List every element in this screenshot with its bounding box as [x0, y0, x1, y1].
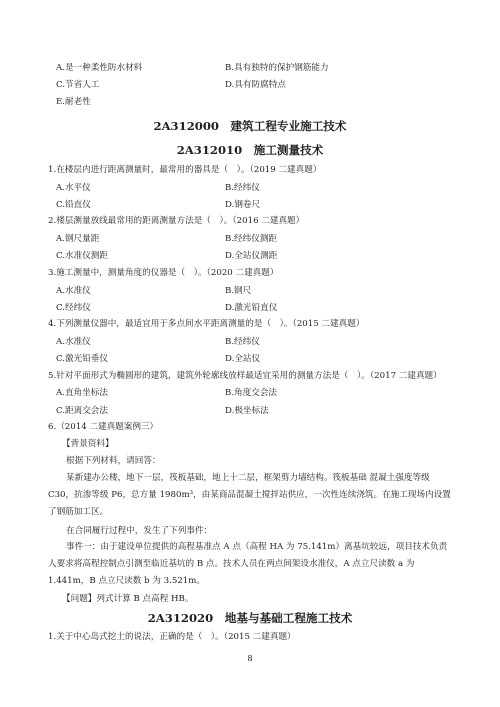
option-row [56, 302, 456, 314]
subsection-title: 2A312010 施工测量技术 [176, 143, 324, 157]
option-c: C.经纬仪 [56, 303, 91, 313]
case-question: 【问题】列式计算 B 点高程 HB。 [62, 594, 194, 604]
intro-text: 根据下列材料，请回答： [66, 456, 161, 466]
option-row [56, 199, 456, 211]
option-d: D.全站仪测距 [225, 251, 278, 261]
option-a: A.直角坐标法 [56, 388, 108, 398]
option-row [56, 405, 456, 417]
option-c: C.激光铅垂仪 [56, 354, 108, 364]
option-row [56, 79, 456, 91]
option-a: A.钢尺量距 [56, 234, 100, 244]
option-row [56, 62, 456, 74]
page-number: 8 [247, 654, 253, 663]
case-paragraph: 在合同履行过程中，发生了下列事件： [66, 526, 213, 536]
option-d: D.具有防腐特点 [225, 80, 286, 90]
option-c: C.水准仪测距 [56, 251, 108, 261]
option-a: A.水准仪 [56, 337, 91, 347]
option-b: B.角度交会法 [225, 388, 278, 398]
question-stem: 4.下列测量仪器中，最适宜用于多点间水平距离测量的是（ ）。（2015 二建真题） [48, 319, 365, 329]
question-stem: 5.针对平面形式为椭圆形的建筑，建筑外轮廓线放样最适宜采用的测量方法是（ ）。（2017 二建真题） [48, 371, 442, 381]
option-d: D.激光铅直仪 [225, 303, 278, 313]
option-row [56, 387, 456, 399]
option-d: D.极坐标法 [225, 406, 269, 416]
question-stem: 3.施工测量中，测量角度的仪器是（ ）。（2020 二建真题） [48, 268, 279, 278]
option-d: D.全站仪 [225, 354, 261, 364]
question-stem: 1.在楼层内进行距离测量时，最常用的器具是（ ）。（2019 二建真题） [48, 165, 322, 175]
option-a: A.水准仪 [56, 286, 91, 296]
option-a: A.水平仪 [56, 183, 91, 193]
option-b: B.经纬仪 [225, 337, 260, 347]
option-d: D.钢卷尺 [225, 200, 261, 210]
option-b: B.经纬仪 [225, 183, 260, 193]
option-row [56, 182, 456, 194]
option-b: B.经纬仪测距 [225, 234, 278, 244]
section-title: 2A312000 建筑工程专业施工技术 [153, 119, 347, 133]
option-a: A.是一种柔性防水材料 [56, 63, 143, 73]
question-stem: 2.楼层测量放线最常用的距离测量方法是（ ）。（2016 二建真题） [48, 216, 305, 226]
option-c: C.节省人工 [56, 80, 100, 90]
option-row [56, 285, 456, 297]
background-label: 【背景资料】 [62, 439, 114, 449]
option-row [56, 353, 456, 365]
option-row [56, 233, 456, 245]
option-e: E.耐老性 [56, 97, 91, 107]
option-row [56, 96, 456, 108]
option-row [56, 336, 456, 348]
subsection-title: 2A312020 地基与基础工程施工技术 [147, 611, 353, 625]
option-c: C.距离交会法 [56, 406, 108, 416]
option-b: B.具有独特的保护钢筋能力 [225, 63, 329, 73]
case-paragraph: 事件一：由于建设单位提供的高程基准点 A 点（高程 HA 为 75.141m）离基坑较远，项目技术负责人要求将高程控制点引测至临近基坑的 B 点。技术人员在两点间架设水准仪，A 点立尺读数 a 为 1.441m，B 点立尺读数 b 为 3.521m。 [48, 542, 448, 586]
case-paragraph: 某新建办公楼，地下一层，筏板基础，地上十二层，框架剪力墙结构。筏板基础 混凝土强度等级 C30，抗渗等级 P6，总方量 1980m³，由某商品混凝土搅拌站供应，一次性连续浇筑。在施工现场内设置了钢筋加工区。 [48, 473, 451, 517]
option-b: B.钢尺 [225, 286, 252, 296]
option-c: C.铅直仪 [56, 200, 91, 210]
question-stem: 6.（2014 二建真题案例三） [48, 422, 159, 432]
question-stem: 1.关于中心岛式挖土的说法，正确的是（ ）。（2015 二建真题） [48, 632, 296, 642]
option-row [56, 250, 456, 262]
